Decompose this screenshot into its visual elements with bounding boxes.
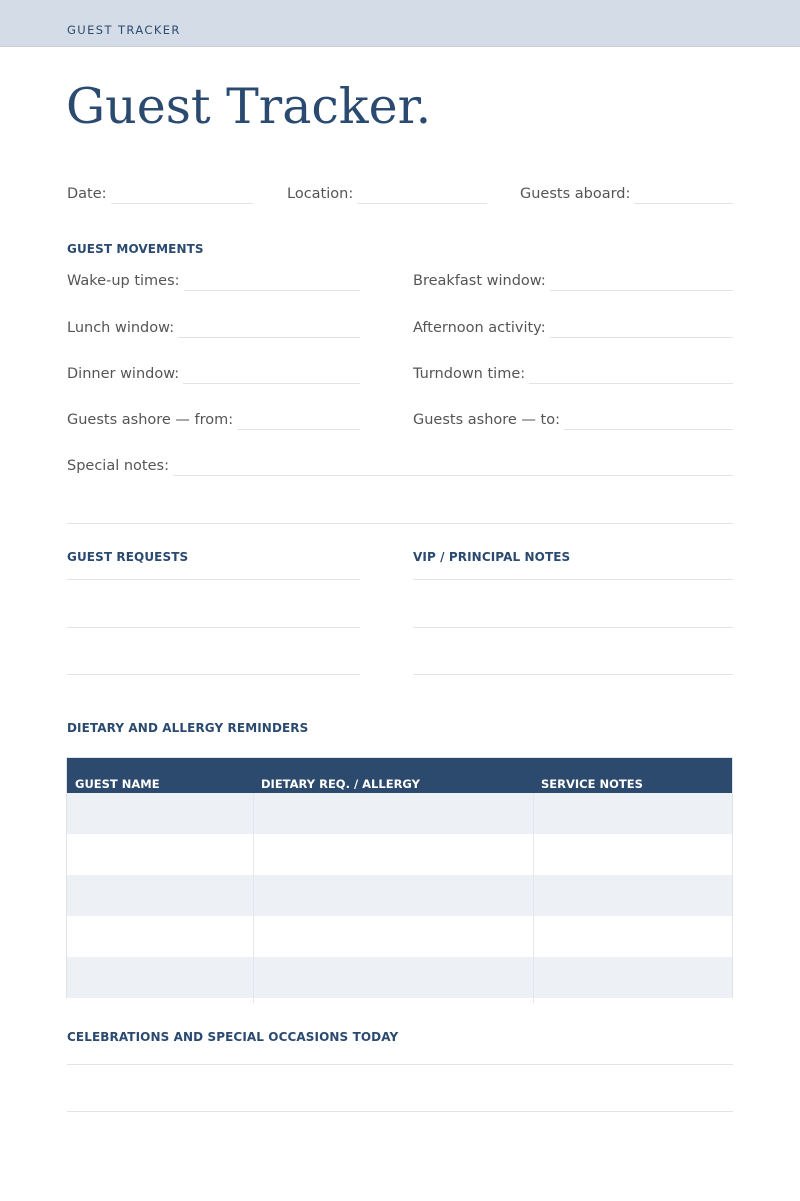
special-notes-field[interactable] [67, 455, 733, 475]
wake-up-times-field[interactable] [67, 270, 360, 290]
wake-up-times-line [184, 290, 360, 291]
guest-requests-line[interactable] [67, 579, 360, 580]
vip-notes-heading: VIP / PRINCIPAL NOTES [413, 550, 571, 564]
special-notes-extra-line[interactable] [67, 523, 733, 524]
turndown-time-label: Turndown time: [413, 366, 526, 382]
column-divider [533, 793, 534, 1003]
table-row[interactable] [67, 793, 732, 834]
wake-up-times-label: Wake-up times: [67, 273, 180, 289]
guests-ashore-to-label: Guests ashore — to: [413, 412, 560, 428]
page-title: Guest Tracker. [66, 78, 432, 135]
guests-aboard-label: Guests aboard: [520, 186, 631, 202]
date-line [111, 203, 253, 204]
location-label: Location: [287, 186, 354, 202]
table-row[interactable] [67, 916, 732, 957]
table-row[interactable] [67, 875, 732, 916]
guests-ashore-from-label: Guests ashore — from: [67, 412, 234, 428]
column-divider [253, 793, 254, 1003]
guest-requests-heading: GUEST REQUESTS [67, 550, 189, 564]
turndown-time-field[interactable] [413, 363, 733, 383]
breakfast-window-label: Breakfast window: [413, 273, 546, 289]
celebrations-heading: CELEBRATIONS AND SPECIAL OCCASIONS TODAY [67, 1030, 399, 1044]
celebrations-line[interactable] [67, 1111, 733, 1112]
dietary-heading: DIETARY AND ALLERGY REMINDERS [67, 721, 309, 735]
location-line [357, 203, 487, 204]
dietary-table-header [67, 758, 732, 793]
dietary-table [66, 757, 733, 998]
breakfast-window-field[interactable] [413, 270, 733, 290]
vip-notes-line[interactable] [413, 674, 733, 675]
vip-notes-line[interactable] [413, 579, 733, 580]
guests-ashore-to-field[interactable] [413, 409, 733, 429]
date-field[interactable] [67, 183, 253, 203]
lunch-window-label: Lunch window: [67, 320, 175, 336]
celebrations-line[interactable] [67, 1064, 733, 1065]
table-row[interactable] [67, 957, 732, 998]
special-notes-label: Special notes: [67, 458, 169, 474]
dinner-window-label: Dinner window: [67, 366, 180, 382]
vip-notes-line[interactable] [413, 627, 733, 628]
guests-ashore-from-line [237, 429, 360, 430]
lunch-window-field[interactable] [67, 317, 360, 337]
dinner-window-field[interactable] [67, 363, 360, 383]
location-field[interactable] [287, 183, 487, 203]
guest-requests-line[interactable] [67, 627, 360, 628]
turndown-time-line [529, 383, 733, 384]
header-bar [0, 0, 800, 47]
guests-aboard-line [634, 203, 733, 204]
afternoon-activity-field[interactable] [413, 317, 733, 337]
column-guest-name: GUEST NAME [75, 777, 160, 791]
column-dietary-allergy: DIETARY REQ. / ALLERGY [261, 777, 420, 791]
afternoon-activity-line [550, 337, 733, 338]
guests-ashore-from-field[interactable] [67, 409, 360, 429]
dinner-window-line [183, 383, 360, 384]
header-label: GUEST TRACKER [67, 23, 181, 37]
special-notes-line [173, 475, 733, 476]
table-row[interactable] [67, 834, 732, 875]
lunch-window-line [178, 337, 360, 338]
guest-movements-heading: GUEST MOVEMENTS [67, 242, 204, 256]
afternoon-activity-label: Afternoon activity: [413, 320, 546, 336]
guests-ashore-to-line [564, 429, 733, 430]
guests-aboard-field[interactable] [520, 183, 733, 203]
breakfast-window-line [550, 290, 733, 291]
column-service-notes: SERVICE NOTES [541, 777, 643, 791]
date-label: Date: [67, 186, 107, 202]
guest-requests-line[interactable] [67, 674, 360, 675]
